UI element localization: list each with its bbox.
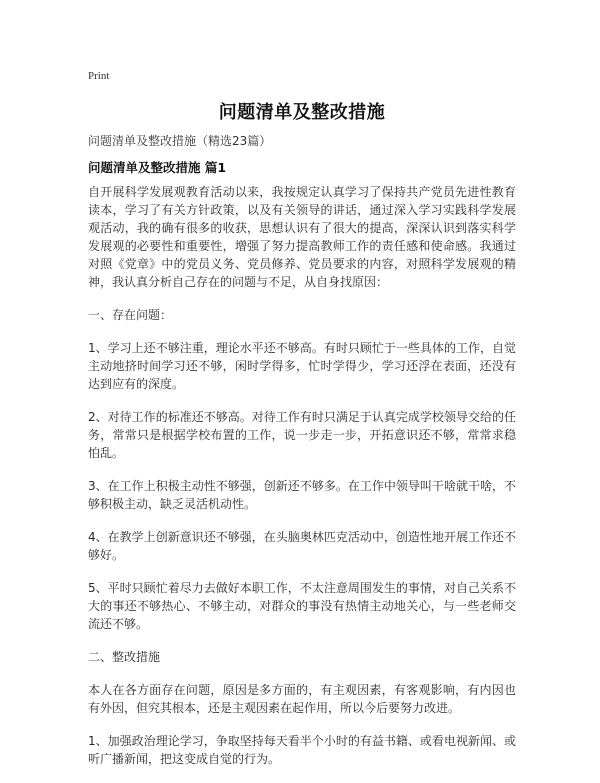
measure-item-1: 1、加强政治理论学习，争取坚持每天看半个小时的有益书籍、或看电视新闻、或听广播新闻，把这变成自觉的行为。	[88, 734, 516, 766]
document-title: 问题清单及整改措施	[218, 102, 386, 123]
document-subtitle: 问题清单及整改措施（精选23篇）	[88, 134, 272, 148]
problem-item-4: 4、在教学上创新意识还不够强，在头脑奥林匹克活动中，创造性地开展工作还不够好。	[88, 530, 516, 562]
document-body	[88, 183, 516, 783]
section-heading: 问题清单及整改措施 篇1	[88, 160, 227, 175]
problems-heading: 一、存在问题：	[88, 308, 173, 322]
intro-paragraph: 自开展科学发展观教育活动以来，我按规定认真学习了保持共产党员先进性教育读本，学习了有关方针政策，以及有关领导的讲话，通过深入学习实践科学发展观活动，我的确有很多的收获，思想认识有了很大的提高，深深认识到落实科学发展观的必要性和重要性，增强了努力提高教师工作的责任感和使命感。我通过对照《党章》中的党员义务、党员修养、党员要求的内容，对照科学发展观的精神，我认真分析自己存在的问题与不足，从自身找原因：	[88, 185, 516, 289]
measures-heading: 二、整改措施	[88, 650, 161, 664]
problem-item-2: 2、对待工作的标准还不够高。对待工作有时只满足于认真完成学校领导交给的任务，常常只是根据学校布置的工作，说一步走一步，开拓意识还不够，常常求稳怕乱。	[88, 410, 516, 460]
problem-item-5: 5、平时只顾忙着尽力去做好本职工作，不太注意周围发生的事情，对自己关系不大的事还不够热心、不够主动，对群众的事没有热情主动地关心，与一些老师交流还不够。	[88, 581, 516, 631]
problem-item-1: 1、学习上还不够注重，理论水平还不够高。有时只顾忙于一些具体的工作，自觉主动地挤时间学习还不够，闲时学得多，忙时学得少，学习还浮在表面，还没有达到应有的深度。	[88, 341, 516, 391]
measures-intro-paragraph: 本人在各方面存在问题，原因是多方面的，有主观因素，有客观影响，有内因也有外因，但究其根本，还是主观因素在起作用，所以今后要努力改进。	[88, 683, 516, 715]
print-label[interactable]: Print	[88, 70, 110, 82]
problem-item-3: 3、在工作上积极主动性不够强，创新还不够多。在工作中领导叫干啥就干啥，不够积极主动，缺乏灵活机动性。	[88, 479, 516, 511]
